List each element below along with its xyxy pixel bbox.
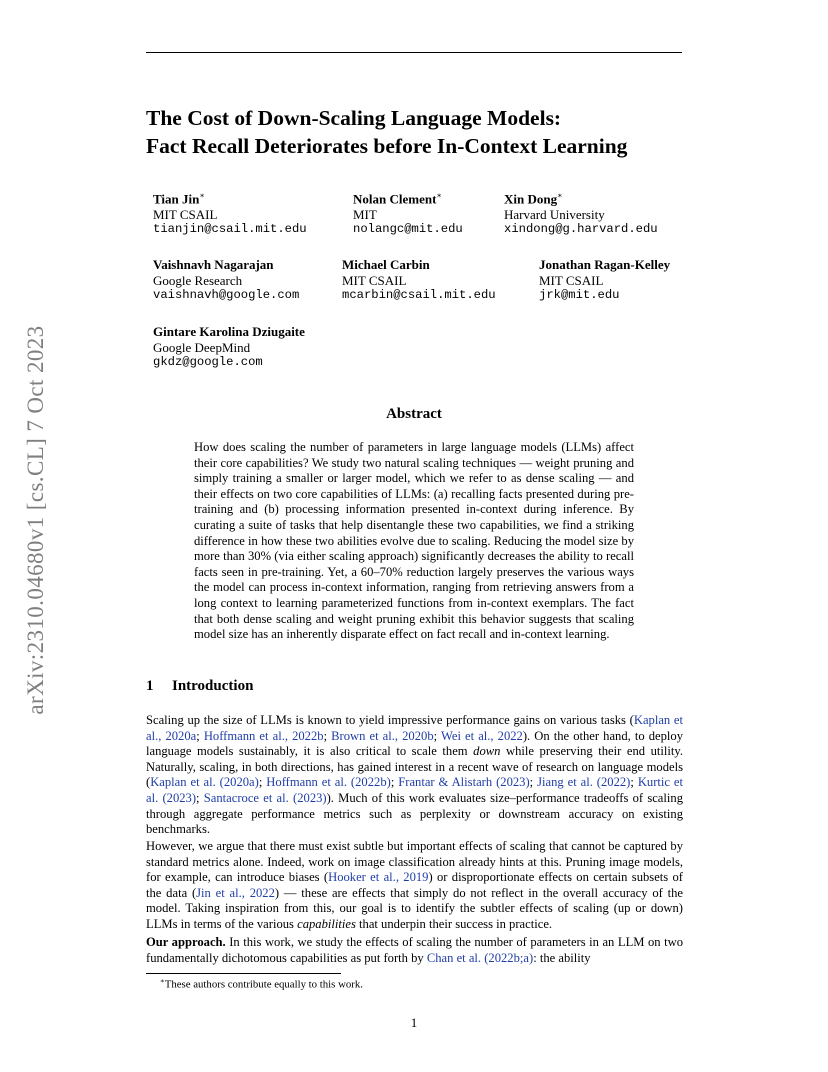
text-run: ; — [630, 775, 638, 790]
text-run: ; — [258, 775, 267, 790]
citation-link[interactable]: Brown et al., 2020b — [331, 728, 434, 743]
title-line-2: Fact Recall Deteriorates before In-Context Learning — [146, 134, 628, 158]
author-email[interactable]: nolangc@mit.edu — [353, 222, 463, 237]
author-block — [153, 188, 307, 238]
text-run: ; — [323, 728, 332, 743]
abstract-heading: Abstract — [386, 406, 442, 422]
text-run: that underpin their success in practice. — [355, 916, 553, 931]
author-affiliation: Harvard University — [504, 206, 605, 222]
author-affiliation: MIT CSAIL — [539, 272, 604, 288]
citation-link[interactable]: Chan et al. (2022b;a) — [426, 950, 534, 965]
intro-paragraph-1 — [146, 713, 683, 838]
text-run: Scaling up the size of LLMs is known to yield impressive performance gains on various tasks ( — [146, 713, 634, 727]
author-block — [342, 257, 496, 304]
text-run: In this work, we study the effects of scaling the number of parameters in an LLM on two fundamentally dichotomous capabilities as put forth by — [146, 935, 683, 965]
author-affiliation: MIT — [353, 206, 377, 222]
author-name: Tian Jin∗ — [153, 191, 205, 207]
text-run: ; — [433, 728, 441, 743]
footnote-text: These authors contribute equally to this work. — [164, 978, 363, 991]
section-number: 1 — [146, 678, 154, 694]
citation-link[interactable]: Jin et al., 2022 — [196, 885, 275, 900]
author-affiliation: Google DeepMind — [153, 339, 251, 355]
author-block — [153, 324, 305, 371]
equal-contribution-mark: ∗ — [436, 191, 442, 200]
citation-link[interactable]: Kurtic et al. (2023) — [146, 775, 684, 805]
citation-link[interactable]: Hoffmann et al. (2022b) — [266, 775, 391, 790]
citation-link[interactable]: Santacroce et al. (2023) — [203, 790, 327, 805]
text-run: ; — [390, 775, 399, 790]
text-run: capabilities — [297, 916, 356, 931]
author-name: Vaishnavh Nagarajan — [153, 257, 274, 272]
text-run: down — [473, 744, 501, 759]
citation-link[interactable]: Kaplan et al., 2020a — [146, 713, 683, 743]
text-run: Our approach. — [146, 935, 226, 949]
author-block — [504, 188, 658, 238]
author-name: Xin Dong∗ — [504, 191, 563, 207]
equal-contribution-mark: ∗ — [199, 191, 205, 200]
text-run: ). Much of this work evaluates size–performance tradeoffs of scaling through aggregate performance metrics such as perplexity or downstream accuracy on existing benchmarks. — [146, 790, 683, 837]
text-run: ; — [196, 790, 204, 805]
text-run: : the ability — [533, 950, 591, 965]
citation-link[interactable]: Wei et al., 2022 — [440, 728, 523, 743]
section-title: Introduction — [172, 678, 254, 694]
text-run: ) — these are effects that simply do not reflect in the overall accuracy of the model. Taking inspiration from this, our goal is to identify the subtler effects of scaling (up or down) LLMs in terms of the various — [146, 885, 683, 931]
intro-paragraph-2 — [146, 839, 683, 933]
author-email[interactable]: vaishnavh@google.com — [153, 288, 300, 302]
text-run: ; — [529, 775, 538, 790]
footnote-mark: ∗ — [160, 977, 165, 985]
footnote — [160, 977, 363, 991]
text-run: ) or disproportionate effects on certain subsets of the data ( — [146, 870, 683, 900]
author-block — [153, 257, 299, 304]
author-email[interactable]: gkdz@google.com — [153, 355, 263, 369]
text-run: However, we argue that there must exist subtle but important effects of scaling that cannot be captured by standard metrics alone. Indeed, work on image classification already hints at this. Pruning image models, for example, can introduce biases ( — [146, 839, 683, 885]
intro-paragraph-3 — [146, 935, 683, 966]
author-block — [539, 257, 670, 304]
paper-title — [146, 104, 706, 160]
citation-link[interactable]: Hoffmann et al., 2022b — [203, 728, 324, 743]
text-run: while preserving their end utility. Naturally, scaling, in both directions, has gained interest in a recent wave of research on language models ( — [146, 744, 684, 790]
footnote-rule — [146, 973, 341, 974]
title-line-1: The Cost of Down-Scaling Language Models: — [146, 106, 562, 130]
top-rule — [146, 52, 682, 53]
equal-contribution-mark: ∗ — [557, 191, 563, 200]
author-email[interactable]: xindong@g.harvard.edu — [504, 222, 658, 237]
author-affiliation: MIT CSAIL — [153, 206, 218, 222]
author-name: Jonathan Ragan-Kelley — [539, 257, 671, 272]
author-affiliation: MIT CSAIL — [342, 272, 407, 288]
author-name: Nolan Clement∗ — [353, 191, 442, 207]
author-name: Michael Carbin — [342, 257, 430, 272]
section-heading — [146, 678, 253, 695]
citation-link[interactable]: Hooker et al., 2019 — [328, 870, 429, 885]
text-run: ; — [196, 728, 204, 743]
arxiv-identifier[interactable]: arXiv:2310.04680v1 [cs.CL] 7 Oct 2023 — [23, 325, 48, 715]
author-email[interactable]: tianjin@csail.mit.edu — [153, 222, 307, 237]
abstract-text: How does scaling the number of parameters in large language models (LLMs) affect their core capabilities? We study two natural scaling techniques — weight pruning and simply training a smaller or larger model, which we refer to as dense scaling — and their effects on two core capabilities of LLMs: (a) recalling facts presented during pre-training and (b) processing information presented in-context during inference. By curating a suite of tasks that help disentangle these two capabilities, we find a striking difference in how these two abilities evolve due to scaling. Reducing the model size by more than 30% (via either scaling approach) significantly decreases the ability to recall facts seen in pre-training. Yet, a 60–70% reduction largely preserves the various ways the model can process in-context information, ranging from retrieving answers from a long context to learning parameterized functions from in-context exemplars. The fact that both dense scaling and weight pruning exhibit this behavior suggests that scaling model size has an inherently disparate effect on fact recall and in-context learning. — [194, 440, 634, 642]
author-affiliation: Google Research — [153, 272, 243, 288]
author-block — [353, 188, 463, 238]
citation-link[interactable]: Kaplan et al. (2020a) — [150, 775, 259, 790]
text-run: ). On the other hand, to deploy language models sustainably, it is also critical to scale them — [146, 728, 684, 759]
author-email[interactable]: mcarbin@csail.mit.edu — [342, 288, 496, 302]
citation-link[interactable]: Jiang et al. (2022) — [537, 775, 631, 790]
author-email[interactable]: jrk@mit.edu — [539, 288, 620, 302]
page-number: 1 — [410, 1015, 418, 1030]
author-name: Gintare Karolina Dziugaite — [153, 324, 305, 339]
citation-link[interactable]: Frantar & Alistarh (2023) — [398, 775, 530, 790]
